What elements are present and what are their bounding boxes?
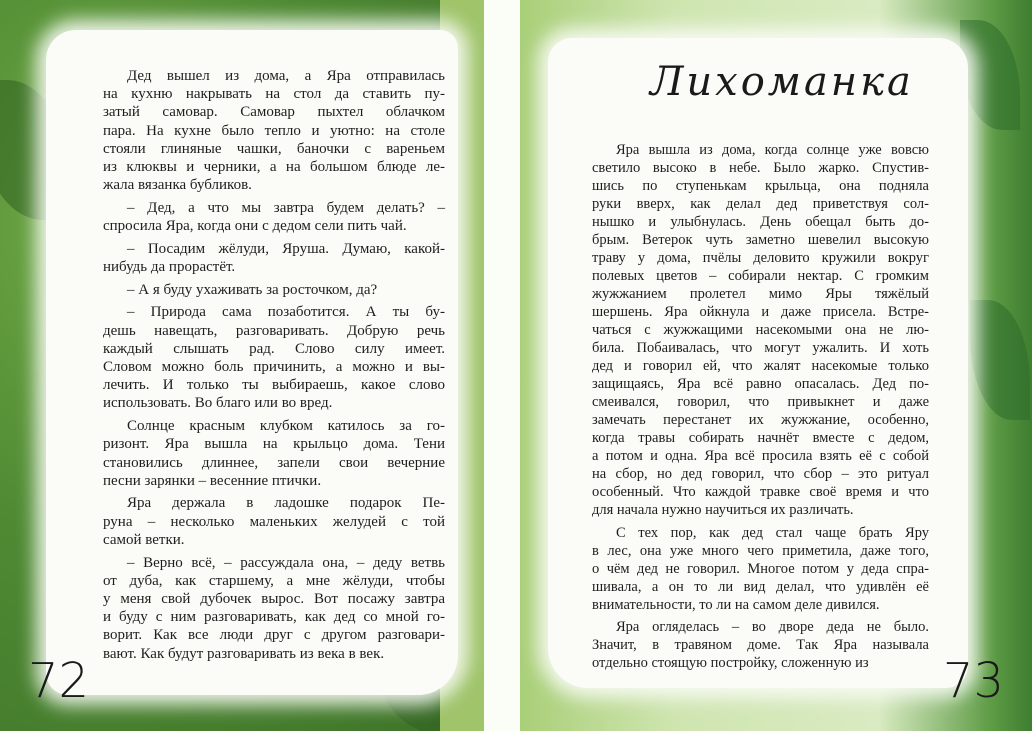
text-line: – Посадим жёлуди, Яруша. Думаю, какой- bbox=[127, 240, 445, 257]
text-line: траву у дома, пчёлы деловито кружили вокруг bbox=[592, 250, 929, 266]
text-line: била. Побаивалась, что могут ужалить. И хоть bbox=[592, 340, 929, 356]
text-line: брым. Ветерок чуть заметно шевелил высокую bbox=[592, 232, 929, 248]
text-line: шершень. Яра ойкнула и даже присела. Встре- bbox=[592, 304, 929, 320]
text-line: использовать. Во благо или во вред. bbox=[103, 395, 333, 412]
text-line: вают. Как будут разговаривать из века в век. bbox=[103, 645, 385, 662]
text-line: ризонт. Яра вышла на крыльцо дома. Тени bbox=[103, 436, 445, 453]
paragraph bbox=[592, 141, 929, 519]
paragraph bbox=[103, 199, 445, 235]
text-line: стояли глиняные чашки, баночки с вареньем bbox=[103, 140, 445, 157]
text-line: становились длиннее, запели свои вечерние bbox=[103, 454, 445, 471]
text-line: жужжанием пролетел мимо Яры тяжёлый bbox=[592, 286, 929, 302]
text-line: для начала нужно научиться их различать. bbox=[592, 502, 854, 518]
text-line: Яра вышла из дома, когда солнце уже вовсю bbox=[616, 142, 929, 158]
text-line: полевых цветов – собирали нектар. С громким bbox=[592, 268, 929, 284]
text-line: от дуба, как старшему, а мне жёлуди, чтобы bbox=[103, 572, 445, 589]
page-number: 73 bbox=[942, 653, 1004, 709]
text-line: а потом и одна. Яра всё просила взять её с собой bbox=[592, 448, 929, 464]
text-line: – Верно всё, – рассуждала она, – деду ветвь bbox=[127, 554, 445, 571]
text-line: шивала, а он то ли вид делал, что удивлён её bbox=[592, 578, 929, 595]
text-line: шись по ступенькам крыльца, она подняла bbox=[592, 178, 929, 194]
text-line: на кухню накрывать на стол да ставить пу- bbox=[103, 86, 445, 103]
text-line: внимательности, то ли на самом деле дивился. bbox=[592, 596, 880, 613]
text-line: Словом можно боль причинить, а можно и вы- bbox=[103, 359, 445, 376]
text-line: лечить. И только ты выбираешь, какое слово bbox=[103, 377, 445, 394]
text-line: в лес, она уже много чего приметила, даже того, bbox=[592, 542, 929, 559]
text-line: нибудь да прорастёт. bbox=[103, 259, 236, 276]
text-line: С тех пор, как дед стал чаще брать Яру bbox=[616, 524, 929, 541]
text-line: когда травы собирать начнёт вместе с дедом, bbox=[592, 430, 929, 446]
text-line: Дед вышел из дома, а Яра отправилась bbox=[127, 68, 445, 84]
text-line: и буду с ним разговаривать, как дед со мной го- bbox=[103, 609, 445, 626]
body-text bbox=[103, 67, 445, 667]
text-line: жала вязанка бубликов. bbox=[103, 177, 252, 194]
text-line: Значит, в травяном доме. Так Яра называла bbox=[592, 637, 929, 653]
left-page bbox=[0, 0, 484, 731]
text-line: Солнце красным клубком катилось за го- bbox=[127, 418, 445, 435]
text-line: отдельно стоящую постройку, сложенную из bbox=[592, 655, 869, 671]
text-line: у меня свой дубочек вырос. Вот посажу завтра bbox=[103, 590, 445, 607]
text-line: самой ветки. bbox=[103, 531, 185, 548]
paragraph bbox=[103, 240, 445, 276]
paragraph bbox=[103, 303, 445, 412]
text-line: светило высоко в небе. Было жарко. Спустив- bbox=[592, 160, 929, 176]
paragraph bbox=[103, 67, 445, 194]
text-line: – А я буду ухаживать за росточком, да? bbox=[127, 281, 378, 298]
text-line: Яра держала в ладошке подарок Пе- bbox=[127, 495, 445, 512]
text-line: пара. На кухне было тепло и уютно: на столе bbox=[103, 122, 445, 139]
text-line: чаться с жужжащими насекомыми она не лю- bbox=[592, 322, 929, 338]
text-line: песни зарянки – весенние птички. bbox=[103, 472, 322, 489]
paragraph bbox=[103, 417, 445, 490]
text-line: особенный. Что каждой травке своё время и что bbox=[592, 484, 929, 500]
text-line: Яра огляделась – во дворе деда не было. bbox=[616, 619, 929, 635]
gutter bbox=[484, 0, 520, 731]
text-line: – Дед, а что мы завтра будем делать? – bbox=[127, 199, 445, 216]
text-line: руна – несколько маленьких желудей с той bbox=[103, 513, 445, 530]
text-line: дешь навещать, разговаривать. Добрую речь bbox=[103, 322, 445, 339]
text-line: дед и говорил ей, что жалят насекомые только bbox=[592, 358, 929, 374]
text-line: ворит. Как все люди друг с другом разговари- bbox=[103, 627, 445, 644]
text-line: – Природа сама позаботится. А ты бу- bbox=[127, 304, 445, 321]
body-text bbox=[592, 141, 929, 677]
text-line: нышко и улыбнулась. День обещал быть до- bbox=[592, 214, 929, 230]
fern-leaf-decoration bbox=[960, 20, 1020, 130]
text-line: затый самовар. Самовар пыхтел облачком bbox=[103, 104, 445, 121]
right-page bbox=[520, 0, 1032, 731]
text-line: спросила Яра, когда они с дедом сели пить чай. bbox=[103, 218, 407, 235]
text-line: каждый слышать рад. Слово силу имеет. bbox=[103, 340, 445, 357]
text-line: из клюквы и черники, а на большом блюде ле- bbox=[103, 159, 445, 176]
text-line: защищаясь, Яра всё равно опасалась. Дед по- bbox=[592, 376, 929, 392]
paragraph bbox=[592, 618, 929, 672]
page-number: 72 bbox=[28, 653, 90, 709]
fern-leaf-decoration bbox=[970, 300, 1030, 420]
text-line: на сбор, но дед говорил, что сбор – это ритуал bbox=[592, 466, 929, 482]
chapter-title: Лихоманка bbox=[650, 59, 914, 105]
paragraph bbox=[103, 494, 445, 549]
text-line: руки вверх, как делал дед приветствуя сол- bbox=[592, 196, 929, 212]
text-line: замечать перестанет их жужжание, особенно, bbox=[592, 412, 929, 428]
paragraph bbox=[103, 281, 445, 299]
paragraph bbox=[103, 554, 445, 663]
paragraph bbox=[592, 524, 929, 614]
text-line: о чём дед не говорил. Многое потом у деда спра- bbox=[592, 560, 929, 577]
text-line: смеивался, говорил, что привыкнет и даже bbox=[592, 394, 929, 410]
